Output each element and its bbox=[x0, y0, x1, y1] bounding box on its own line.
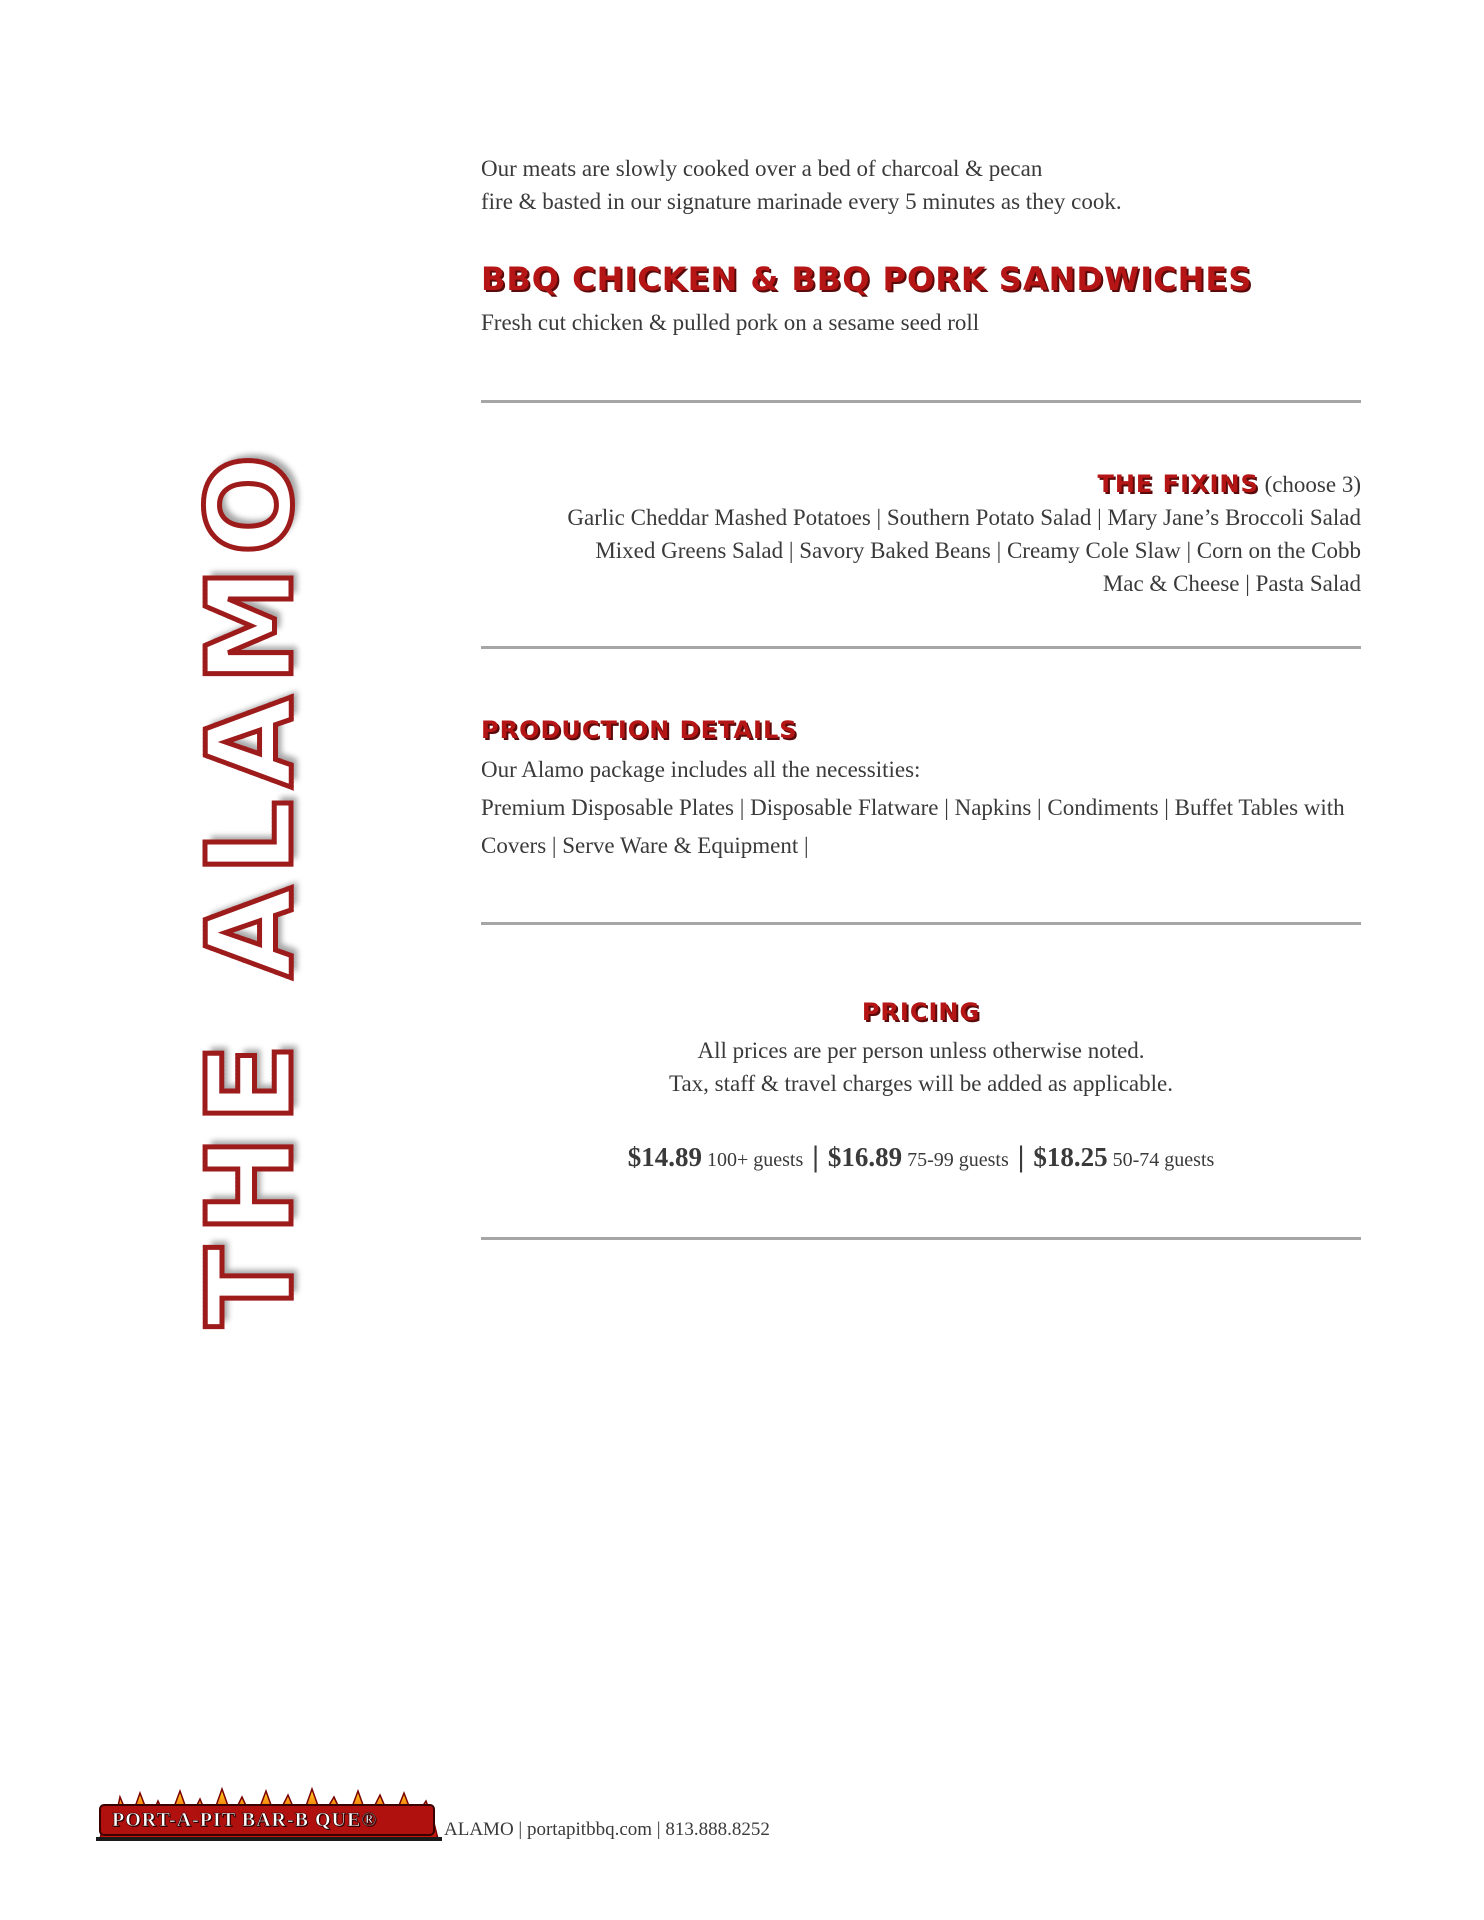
divider bbox=[481, 400, 1361, 403]
fixins-heading: THE FIXINS bbox=[1097, 470, 1259, 498]
fixins-line: Garlic Cheddar Mashed Potatoes | Southern Potato Salad | Mary Jane’s Broccoli Salad bbox=[567, 505, 1361, 530]
fixins-line: Mixed Greens Salad | Savory Baked Beans | Creamy Cole Slaw | Corn on the Cobb bbox=[595, 538, 1361, 563]
production-line-2: Premium Disposable Plates | Disposable Flatware | Napkins | Condiments | Buffet Tables with bbox=[481, 795, 1345, 820]
divider bbox=[481, 646, 1361, 649]
side-title bbox=[181, 442, 319, 1328]
pricing-section bbox=[481, 996, 1361, 1177]
production-heading: PRODUCTION DETAILS bbox=[481, 716, 798, 744]
footer bbox=[96, 1783, 770, 1843]
price-guests: 50-74 guests bbox=[1112, 1149, 1215, 1171]
price-separator: | bbox=[812, 1140, 819, 1173]
fixins-section bbox=[481, 468, 1361, 600]
price-value: $14.89 bbox=[627, 1142, 702, 1172]
production-line-3: Covers | Serve Ware & Equipment | bbox=[481, 833, 809, 858]
port-a-pit-logo bbox=[96, 1783, 442, 1843]
price-value: $18.25 bbox=[1033, 1142, 1108, 1172]
sandwich-section bbox=[481, 260, 1361, 336]
fixins-heading-row bbox=[481, 468, 1361, 501]
intro-line-2: fire & basted in our signature marinade every 5 minutes as they cook. bbox=[481, 189, 1122, 214]
fixins-line: Mac & Cheese | Pasta Salad bbox=[1102, 571, 1361, 596]
intro bbox=[481, 152, 1361, 218]
price-guests: 75-99 guests bbox=[907, 1149, 1009, 1171]
sandwich-description: Fresh cut chicken & pulled pork on a sesame seed roll bbox=[481, 310, 980, 335]
production-section bbox=[481, 713, 1361, 865]
pricing-heading: PRICING bbox=[861, 998, 981, 1026]
sandwich-heading: BBQ CHICKEN & BBQ PORK SANDWICHES bbox=[481, 260, 1253, 298]
price-separator: | bbox=[1017, 1140, 1025, 1173]
production-line-1: Our Alamo package includes all the necessities: bbox=[481, 757, 921, 782]
footer-contact: ALAMO | portapitbbq.com | 813.888.8252 bbox=[444, 1819, 770, 1840]
logo-text: PORT-A-PIT BAR-B QUE® bbox=[112, 1809, 378, 1831]
pricing-note-1: All prices are per person unless otherwise noted. bbox=[697, 1038, 1145, 1063]
price-value: $16.89 bbox=[827, 1142, 903, 1172]
divider bbox=[481, 922, 1361, 925]
fixins-choose-note: (choose 3) bbox=[1264, 472, 1361, 497]
divider bbox=[481, 1237, 1361, 1240]
price-tiers bbox=[481, 1140, 1361, 1177]
intro-line-1: Our meats are slowly cooked over a bed of charcoal & pecan bbox=[481, 156, 1043, 181]
side-title-text: THE ALAMO bbox=[181, 442, 319, 1328]
pricing-note-2: Tax, staff & travel charges will be added as applicable. bbox=[669, 1071, 1173, 1096]
price-guests: 100+ guests bbox=[706, 1149, 804, 1171]
